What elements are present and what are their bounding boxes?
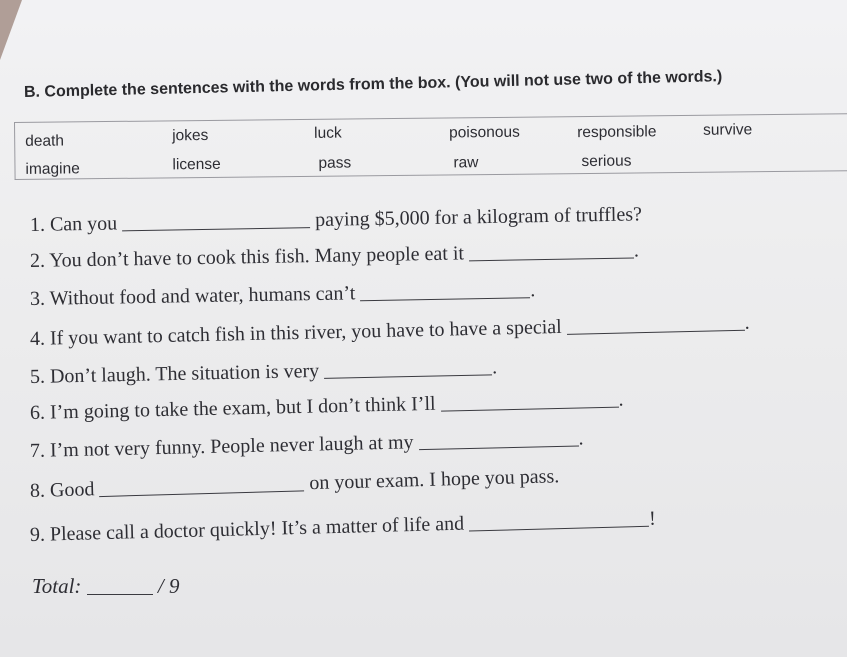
sentence-7: [30, 427, 584, 463]
sentence-number: 7.: [29, 439, 46, 462]
sentence-number: 9.: [29, 523, 46, 546]
sentence-text-before: You don’t have to cook this fish. Many people eat it: [49, 242, 465, 272]
word-pass: pass: [318, 154, 352, 172]
word-license: license: [172, 155, 221, 174]
sentence-text-before: Please call a doctor quickly! It’s a matter of life and: [49, 512, 465, 546]
sentence-text-before: Can you: [49, 212, 118, 236]
sentence-number: 8.: [29, 479, 46, 502]
sentence-3: [30, 279, 536, 311]
sentence-text-after: .: [491, 356, 498, 379]
answer-blank-4[interactable]: [567, 329, 745, 335]
sentence-number: 1.: [29, 213, 46, 236]
sentence-text-after: paying $5,000 for a kilogram of truffles?: [314, 203, 643, 232]
sentence-text-after: .: [578, 427, 584, 450]
word-raw: raw: [453, 154, 479, 172]
word-serious: serious: [581, 152, 632, 171]
word-luck: luck: [314, 124, 342, 142]
answer-blank-2[interactable]: [469, 256, 634, 261]
sentence-8: [30, 465, 560, 503]
sentence-2: [30, 239, 639, 273]
sentence-text-before: Without food and water, humans can’t: [49, 282, 356, 310]
table-surface-corner: [0, 0, 22, 60]
word-imagine: imagine: [25, 160, 80, 178]
sentence-1: [30, 203, 642, 237]
answer-blank-5[interactable]: [324, 373, 492, 379]
sentence-text-after: .: [633, 239, 640, 262]
sentence-text-before: I’m going to take the exam, but I don’t think I’ll: [49, 392, 436, 424]
total-label: Total:: [32, 574, 82, 598]
sentence-number: 5.: [29, 365, 46, 388]
answer-blank-8[interactable]: [100, 489, 305, 497]
sentence-text-after: !: [648, 507, 657, 530]
sentence-5: [30, 356, 498, 389]
sentence-text-after: .: [744, 311, 750, 334]
sentence-number: 2.: [29, 249, 46, 272]
word-box: [14, 113, 847, 180]
sentence-4: [30, 312, 750, 351]
word-jokes: jokes: [172, 126, 209, 145]
answer-blank-6[interactable]: [441, 406, 619, 412]
sentence-text-after: on your exam. I hope you pass.: [309, 465, 560, 495]
total-out-of: / 9: [157, 574, 180, 598]
total-score-blank[interactable]: [87, 593, 153, 595]
answer-blank-1[interactable]: [122, 226, 310, 231]
answer-blank-9[interactable]: [469, 525, 649, 532]
sentence-9: [30, 508, 656, 547]
sentence-text-before: If you want to catch fish in this river, you have to have a special: [49, 315, 562, 350]
total-score: [32, 574, 180, 599]
section-heading: B. Complete the sentences with the words from the box. (You will not use two of the words.): [23, 68, 723, 101]
sentence-number: 6.: [29, 401, 46, 424]
sentence-number: 4.: [29, 327, 46, 350]
word-poisonous: poisonous: [449, 123, 520, 142]
sentence-text-before: I’m not very funny. People never laugh at my: [49, 431, 414, 462]
sentence-text-after: .: [618, 388, 624, 411]
sentence-6: [30, 389, 624, 425]
sentence-text-before: Good: [49, 478, 95, 502]
word-survive: survive: [703, 121, 753, 139]
answer-blank-3[interactable]: [360, 296, 530, 301]
word-responsible: responsible: [577, 123, 657, 142]
sentence-number: 3.: [29, 287, 46, 310]
answer-blank-7[interactable]: [419, 445, 579, 451]
word-death: death: [25, 132, 65, 150]
sentence-text-before: Don’t laugh. The situation is very: [49, 359, 320, 388]
sentence-text-after: .: [530, 279, 536, 302]
